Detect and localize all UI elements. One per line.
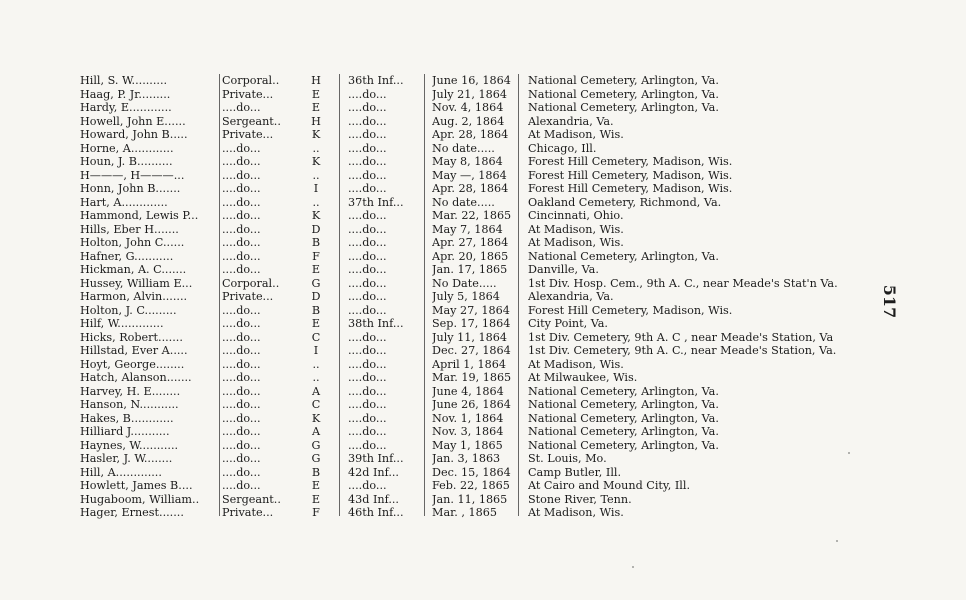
record-burial-place: Forest Hill Cemetery, Madison, Wis. (528, 155, 733, 168)
record-name: Hakes, B............ (80, 411, 174, 425)
record-date: July 11, 1864 (432, 330, 507, 344)
record-date: July 21, 1864 (432, 87, 507, 101)
record-date: Jan. 17, 1865 (432, 263, 508, 276)
record-company: K (311, 209, 321, 222)
record-regiment: ....do... (348, 330, 387, 344)
record-date: Jan. 3, 1863 (432, 452, 501, 465)
record-date: May —, 1864 (432, 168, 507, 182)
record-regiment: 37th Inf... (348, 195, 404, 209)
record-company: C (311, 330, 321, 344)
record-company: G (311, 276, 321, 290)
record-name: Honn, John B....... (80, 182, 181, 195)
record-rank: ....do... (222, 425, 261, 438)
record-burial-place: 1st Div. Cemetery, 9th A. C., near Meade's Station, Va. (528, 344, 837, 357)
record-name: Hammond, Lewis P... (80, 209, 199, 222)
record-name: Hoyt, George........ (80, 357, 185, 371)
record-name: Houn, J. B.......... (80, 155, 173, 168)
record-burial-place: National Cemetery, Arlington, Va. (528, 425, 719, 438)
record-rank: Private... (222, 128, 274, 141)
record-burial-place: At Madison, Wis. (528, 128, 624, 141)
column-rule (219, 74, 220, 516)
record-rank: ....do... (222, 411, 261, 425)
record-company: D (311, 290, 321, 303)
record-burial-place: Alexandria, Va. (528, 290, 614, 303)
record-company: .. (312, 371, 320, 384)
record-burial-place: National Cemetery, Arlington, Va. (528, 384, 719, 398)
record-rank: ....do... (222, 357, 261, 371)
record-burial-place: Forest Hill Cemetery, Madison, Wis. (528, 303, 733, 317)
record-rank: Corporal.. (222, 276, 280, 290)
record-company: .. (312, 195, 320, 209)
record-rank: ....do... (222, 479, 261, 492)
record-regiment: ....do... (348, 357, 387, 371)
record-date: Nov. 1, 1864 (432, 411, 504, 425)
paper-speck (848, 452, 850, 454)
record-name: Hills, Eber H....... (80, 222, 179, 236)
record-regiment: ....do... (348, 425, 387, 438)
record-rank: ....do... (222, 317, 261, 330)
record-date: June 4, 1864 (432, 384, 504, 398)
record-company: E (311, 263, 321, 276)
record-company: B (311, 303, 321, 317)
record-rank: Private... (222, 87, 274, 101)
record-name: Haynes, W........... (80, 438, 179, 452)
record-rank: Sergeant.. (222, 492, 281, 506)
record-burial-place: National Cemetery, Arlington, Va. (528, 101, 719, 114)
record-burial-place: National Cemetery, Arlington, Va. (528, 438, 719, 452)
record-rank: ....do... (222, 101, 261, 114)
paper-speck (836, 540, 838, 542)
record-name: Howell, John E...... (80, 114, 186, 128)
record-date: Mar. 22, 1865 (432, 209, 512, 222)
record-rank: ....do... (222, 330, 261, 344)
record-rank: ....do... (222, 141, 261, 155)
record-burial-place: Alexandria, Va. (528, 114, 614, 128)
record-regiment: ....do... (348, 371, 387, 384)
record-company: F (312, 249, 320, 263)
record-regiment: ....do... (348, 249, 387, 263)
record-name: Haag, P. Jr......... (80, 87, 171, 101)
record-name: H———, H———... (80, 168, 185, 182)
record-burial-place: 1st Div. Hosp. Cem., 9th A. C., near Meade's Stat'n Va. (528, 276, 838, 290)
record-regiment: ....do... (348, 141, 387, 155)
record-name: Hickman, A. C....... (80, 263, 187, 276)
record-regiment: ....do... (348, 209, 387, 222)
record-burial-place: National Cemetery, Arlington, Va. (528, 398, 719, 411)
record-rank: ....do... (222, 384, 261, 398)
record-rank: Corporal.. (222, 74, 280, 87)
record-name: Harmon, Alvin....... (80, 290, 188, 303)
record-name: Hafner, G........... (80, 249, 174, 263)
record-burial-place: Oakland Cemetery, Richmond, Va. (528, 195, 722, 209)
record-company: .. (312, 141, 320, 155)
record-name: Hilf, W............. (80, 317, 164, 330)
record-regiment: ....do... (348, 479, 387, 492)
record-company: F (312, 506, 320, 519)
record-burial-place: At Milwaukee, Wis. (528, 371, 638, 384)
record-date: May 8, 1864 (432, 155, 503, 168)
record-date: Mar. 19, 1865 (432, 371, 512, 384)
record-regiment: ....do... (348, 168, 387, 182)
record-company: K (311, 128, 321, 141)
record-regiment: ....do... (348, 398, 387, 411)
record-regiment: ....do... (348, 101, 387, 114)
record-company: E (311, 492, 321, 506)
record-burial-place: Chicago, Ill. (528, 141, 597, 155)
record-rank: ....do... (222, 209, 261, 222)
record-rank: ....do... (222, 236, 261, 249)
record-name: Hanson, N........... (80, 398, 179, 411)
record-burial-place: At Madison, Wis. (528, 357, 624, 371)
record-rank: ....do... (222, 249, 261, 263)
record-date: No date..... (432, 141, 495, 155)
record-regiment: ....do... (348, 303, 387, 317)
record-regiment: 38th Inf... (348, 317, 404, 330)
record-date: Apr. 20, 1865 (432, 249, 509, 263)
record-regiment: 36th Inf... (348, 74, 404, 87)
record-name: Hager, Ernest....... (80, 506, 184, 519)
record-burial-place: Cincinnati, Ohio. (528, 209, 624, 222)
record-regiment: ....do... (348, 411, 387, 425)
record-company: B (311, 465, 321, 479)
record-rank: ....do... (222, 155, 261, 168)
column-rule (424, 74, 425, 516)
record-burial-place: National Cemetery, Arlington, Va. (528, 74, 719, 87)
record-burial-place: City Point, Va. (528, 317, 608, 330)
record-date: Feb. 22, 1865 (432, 479, 510, 492)
record-name: Hugaboom, William.. (80, 492, 200, 506)
record-burial-place: At Madison, Wis. (528, 222, 624, 236)
record-rank: ....do... (222, 452, 261, 465)
record-rank: ....do... (222, 344, 261, 357)
record-company: G (311, 452, 321, 465)
record-date: May 7, 1864 (432, 222, 503, 236)
record-company: .. (312, 357, 320, 371)
record-company: K (311, 411, 321, 425)
record-company: E (311, 101, 321, 114)
record-burial-place: 1st Div. Cemetery, 9th A. C , near Meade's Station, Va (528, 330, 834, 344)
record-regiment: ....do... (348, 290, 387, 303)
record-date: Dec. 15, 1864 (432, 465, 511, 479)
record-burial-place: Forest Hill Cemetery, Madison, Wis. (528, 182, 733, 195)
record-company: E (311, 317, 321, 330)
record-date: Nov. 3, 1864 (432, 425, 504, 438)
record-date: Sep. 17, 1864 (432, 317, 511, 330)
record-company: C (311, 398, 321, 411)
record-rank: ....do... (222, 168, 261, 182)
record-rank: ....do... (222, 371, 261, 384)
record-rank: ....do... (222, 465, 261, 479)
record-regiment: ....do... (348, 182, 387, 195)
record-burial-place: At Madison, Wis. (528, 506, 624, 519)
record-burial-place: National Cemetery, Arlington, Va. (528, 87, 719, 101)
record-company: K (311, 155, 321, 168)
record-company: E (311, 479, 321, 492)
record-burial-place: National Cemetery, Arlington, Va. (528, 411, 719, 425)
record-company: .. (312, 168, 320, 182)
record-date: April 1, 1864 (432, 357, 507, 371)
record-name: Hardy, E............ (80, 101, 172, 114)
record-date: Apr. 28, 1864 (432, 182, 509, 195)
paper-speck (632, 566, 634, 568)
record-rank: ....do... (222, 182, 261, 195)
record-burial-place: National Cemetery, Arlington, Va. (528, 249, 719, 263)
record-rank: Sergeant.. (222, 114, 281, 128)
record-regiment: ....do... (348, 128, 387, 141)
record-regiment: ....do... (348, 87, 387, 101)
record-regiment: ....do... (348, 344, 387, 357)
record-company: H (311, 114, 321, 128)
record-regiment: ....do... (348, 155, 387, 168)
record-burial-place: Camp Butler, Ill. (528, 465, 622, 479)
record-company: E (311, 87, 321, 101)
record-burial-place: Forest Hill Cemetery, Madison, Wis. (528, 168, 733, 182)
record-name: Horne, A............ (80, 141, 174, 155)
record-date: Nov. 4, 1864 (432, 101, 504, 114)
record-name: Hatch, Alanson....... (80, 371, 192, 384)
record-burial-place: St. Louis, Mo. (528, 452, 607, 465)
record-burial-place: At Madison, Wis. (528, 236, 624, 249)
record-company: B (311, 236, 321, 249)
record-name: Hart, A............. (80, 195, 168, 209)
record-burial-place: Danville, Va. (528, 263, 599, 276)
record-regiment: 39th Inf... (348, 452, 404, 465)
record-regiment: ....do... (348, 384, 387, 398)
record-date: Jan. 11, 1865 (432, 492, 508, 506)
record-rank: ....do... (222, 195, 261, 209)
record-company: G (311, 438, 321, 452)
record-name: Hussey, William E... (80, 276, 193, 290)
record-regiment: ....do... (348, 114, 387, 128)
record-rank: Private... (222, 290, 274, 303)
record-rank: ....do... (222, 263, 261, 276)
record-rank: ....do... (222, 303, 261, 317)
record-burial-place: At Cairo and Mound City, Ill. (528, 479, 691, 492)
record-name: Holton, J. C......... (80, 303, 177, 317)
record-name: Howard, John B..... (80, 128, 188, 141)
record-name: Hicks, Robert....... (80, 330, 183, 344)
record-regiment: ....do... (348, 263, 387, 276)
column-rule (518, 74, 519, 516)
record-name: Harvey, H. E........ (80, 384, 181, 398)
record-regiment: ....do... (348, 236, 387, 249)
record-rank: ....do... (222, 398, 261, 411)
record-name: Howlett, James B.... (80, 479, 193, 492)
record-date: No Date..... (432, 276, 497, 290)
record-regiment: 42d Inf... (348, 465, 399, 479)
record-date: Dec. 27, 1864 (432, 344, 511, 357)
record-company: A (311, 384, 321, 398)
record-date: May 1, 1865 (432, 438, 503, 452)
record-regiment: 46th Inf... (348, 506, 404, 519)
record-date: No date..... (432, 195, 495, 209)
record-company: H (311, 74, 321, 87)
record-company: A (311, 425, 321, 438)
record-company: I (313, 182, 319, 195)
record-company: D (311, 222, 321, 236)
record-name: Hilliard J........... (80, 425, 170, 438)
column-rule (339, 74, 340, 516)
record-name: Hillstad, Ever A..... (80, 344, 188, 357)
record-company: I (313, 344, 319, 357)
record-date: May 27, 1864 (432, 303, 510, 317)
record-date: Mar. , 1865 (432, 506, 497, 519)
record-burial-place: Stone River, Tenn. (528, 492, 632, 506)
record-name: Hasler, J. W........ (80, 452, 173, 465)
record-regiment: ....do... (348, 276, 387, 290)
record-date: Apr. 28, 1864 (432, 128, 509, 141)
record-date: Aug. 2, 1864 (432, 114, 505, 128)
record-rank: ....do... (222, 438, 261, 452)
record-date: June 16, 1864 (432, 74, 511, 87)
record-rank: Private... (222, 506, 274, 519)
record-date: June 26, 1864 (432, 398, 511, 411)
record-regiment: ....do... (348, 438, 387, 452)
record-name: Holton, John C...... (80, 236, 185, 249)
page-number: 517 (880, 284, 900, 319)
record-regiment: 43d Inf... (348, 492, 399, 506)
record-name: Hill, S. W.......... (80, 74, 168, 87)
record-date: Apr. 27, 1864 (432, 236, 509, 249)
record-regiment: ....do... (348, 222, 387, 236)
record-rank: ....do... (222, 222, 261, 236)
record-name: Hill, A............. (80, 465, 162, 479)
record-date: July 5, 1864 (432, 290, 500, 303)
